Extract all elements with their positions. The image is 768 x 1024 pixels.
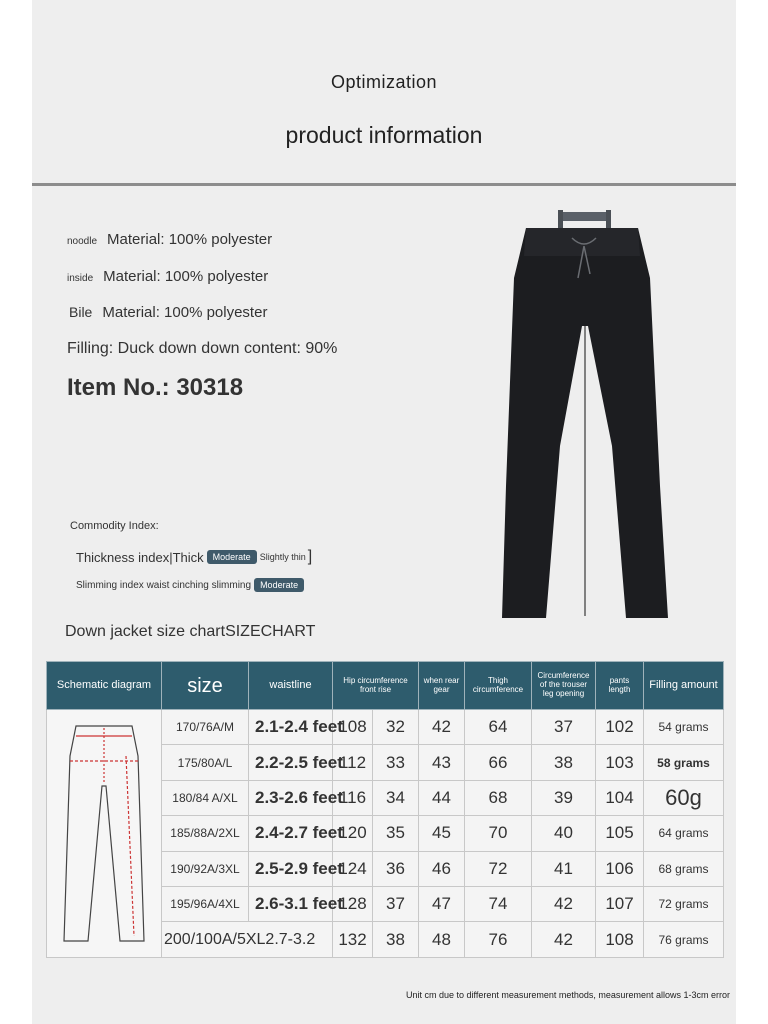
spec-tag: Bile (69, 304, 93, 320)
cell-rear-rise: 45 (419, 816, 465, 851)
commodity-index-title: Commodity Index: (70, 520, 159, 532)
cell-leg-opening: 39 (532, 780, 596, 815)
header-rear: when rear gear (419, 662, 465, 710)
cell-leg-opening: 41 (532, 851, 596, 886)
cell-thigh: 74 (465, 886, 532, 921)
page-title: product information (285, 122, 483, 148)
header-fill: Filling amount (644, 662, 724, 710)
cell-fill: 64 grams (644, 816, 724, 851)
divider (32, 183, 736, 186)
cell-fill: 58 grams (644, 745, 724, 780)
spec-row-bile (69, 304, 267, 321)
slimming-index (76, 578, 304, 592)
size-chart-title: Down jacket size chartSIZECHART (65, 623, 316, 640)
header-size: size (162, 662, 249, 710)
cell-thigh: 70 (465, 816, 532, 851)
cell-length: 105 (596, 816, 644, 851)
cell-hip: 124 (333, 851, 373, 886)
cell-waist: 2.5-2.9 feet (249, 851, 333, 886)
cell-front-rise: 33 (373, 745, 419, 780)
cell-rear-rise: 47 (419, 886, 465, 921)
measurement-note: Unit cm due to different measurement methods, measurement allows 1-3cm error (406, 990, 730, 1000)
spec-row-noodle (67, 231, 272, 248)
cell-waist: 2.6-3.1 feet (249, 886, 333, 921)
header-length: pants length (596, 662, 644, 710)
cell-leg-opening: 38 (532, 745, 596, 780)
spec-text: Material: 100% polyester (103, 268, 269, 285)
cell-fill: 60g (644, 780, 724, 815)
header-waist: waistline (249, 662, 333, 710)
header-leg-opening: Circumference of the trouser leg opening (532, 662, 596, 710)
header-thigh: Thigh circumference (465, 662, 532, 710)
cell-hip: 112 (333, 745, 373, 780)
cell-waist: 2.2-2.5 feet (249, 745, 333, 780)
cell-length: 108 (596, 922, 644, 957)
cell-hip: 128 (333, 886, 373, 921)
cell-leg-opening: 42 (532, 886, 596, 921)
cell-thigh: 76 (465, 922, 532, 957)
cell-front-rise: 36 (373, 851, 419, 886)
product-sheet (32, 0, 736, 1024)
cell-waist: 2.3-2.6 feet (249, 780, 333, 815)
thickness-label: Thickness index|Thick (76, 549, 204, 565)
optimization-label: Optimization (330, 72, 438, 92)
slimming-label: Slimming index waist cinching slimming (76, 579, 252, 591)
cell-hip: 108 (333, 710, 373, 745)
cell-front-rise: 35 (373, 816, 419, 851)
cell-size: 180/84 A/XL (162, 780, 249, 815)
cell-waist: 2.1-2.4 feet (249, 710, 333, 745)
waistband (524, 228, 640, 256)
cell-leg-opening: 42 (532, 922, 596, 957)
cell-fill: 76 grams (644, 922, 724, 957)
cell-thigh: 72 (465, 851, 532, 886)
cell-length: 102 (596, 710, 644, 745)
spec-row-inside (67, 268, 268, 285)
cell-front-rise: 34 (373, 780, 419, 815)
slimming-pill: Moderate (254, 578, 304, 592)
cell-size: 175/80A/L (162, 745, 249, 780)
cell-waist: 2.4-2.7 feet (249, 816, 333, 851)
bracket: ] (307, 548, 313, 565)
cell-thigh: 64 (465, 710, 532, 745)
schematic-diagram (47, 710, 162, 958)
cell-hip: 132 (333, 922, 373, 957)
thickness-pill: Moderate (207, 550, 257, 564)
cell-size: 170/76A/M (162, 710, 249, 745)
cell-front-rise: 38 (373, 922, 419, 957)
table-row (47, 710, 724, 745)
cell-front-rise: 37 (373, 886, 419, 921)
header-hip: Hip circumference front rise (333, 662, 419, 710)
cell-rear-rise: 46 (419, 851, 465, 886)
spec-text: Material: 100% polyester (107, 231, 273, 248)
cell-thigh: 68 (465, 780, 532, 815)
cell-fill: 68 grams (644, 851, 724, 886)
cell-rear-rise: 42 (419, 710, 465, 745)
thickness-end-label: Slightly thin (259, 552, 306, 562)
cell-size: 200/100A/5XL2.7-3.2 (162, 922, 333, 957)
cell-hip: 120 (333, 816, 373, 851)
pants-schematic-icon (54, 716, 154, 946)
cell-fill: 54 grams (644, 710, 724, 745)
cell-front-rise: 32 (373, 710, 419, 745)
cell-fill: 72 grams (644, 886, 724, 921)
cell-size: 185/88A/2XL (162, 816, 249, 851)
pants-image (488, 206, 678, 622)
spec-tag: inside (67, 273, 94, 284)
cell-size: 195/96A/4XL (162, 886, 249, 921)
spec-text: Material: 100% polyester (102, 304, 268, 321)
spec-tag: noodle (67, 236, 98, 247)
item-number: Item No.: 30318 (67, 374, 244, 401)
thickness-index (76, 548, 312, 566)
cell-leg-opening: 40 (532, 816, 596, 851)
cell-rear-rise: 43 (419, 745, 465, 780)
filling-text: Filling: Duck down down content: 90% (67, 340, 338, 357)
cell-length: 107 (596, 886, 644, 921)
size-table (46, 661, 724, 958)
table-header-row (47, 662, 724, 710)
cell-length: 104 (596, 780, 644, 815)
cell-rear-rise: 48 (419, 922, 465, 957)
cell-size: 190/92A/3XL (162, 851, 249, 886)
cell-leg-opening: 37 (532, 710, 596, 745)
cell-length: 106 (596, 851, 644, 886)
cell-length: 103 (596, 745, 644, 780)
header-diagram: Schematic diagram (47, 662, 162, 710)
cell-thigh: 66 (465, 745, 532, 780)
cell-hip: 116 (333, 780, 373, 815)
cell-rear-rise: 44 (419, 780, 465, 815)
hanger-bar (560, 212, 610, 221)
